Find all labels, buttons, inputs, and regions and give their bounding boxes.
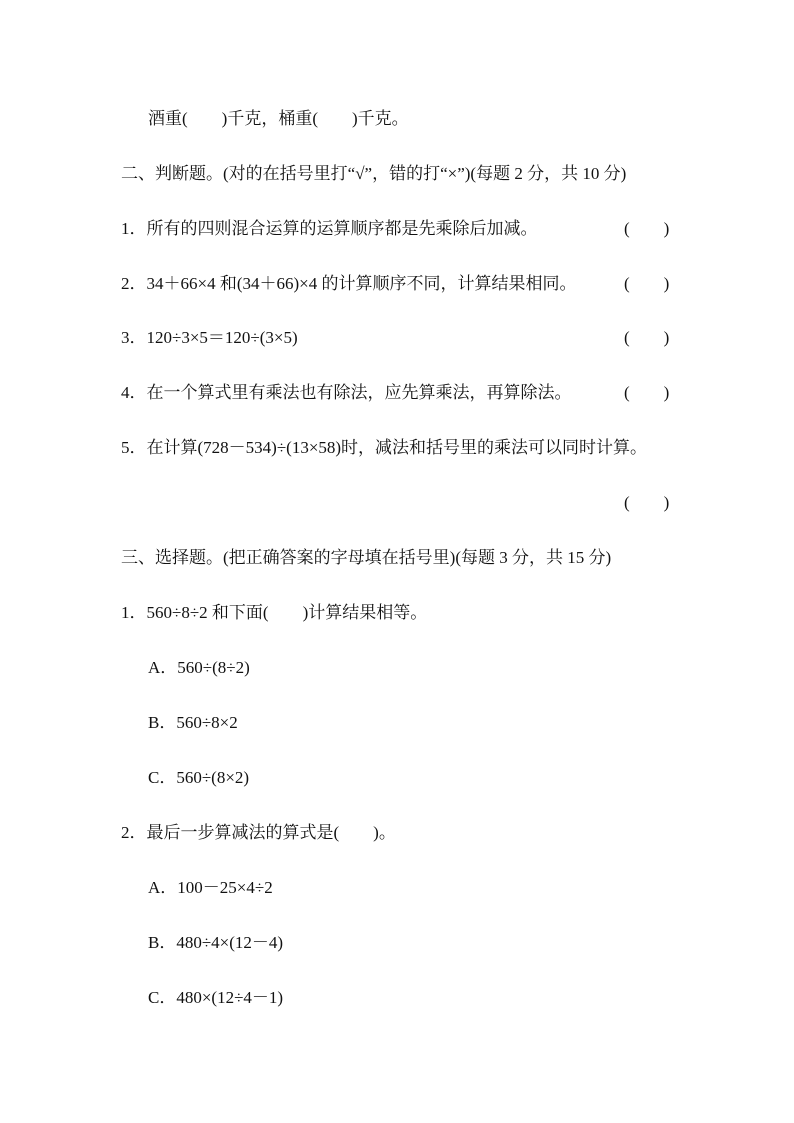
judge-item-5: 5．在计算(728－534)÷(13×58)时，减法和括号里的乘法可以同时计算。 [121,438,648,457]
judge-item-3: 3．120÷3×5＝120÷(3×5) [121,328,298,347]
choice-q1-option-a: A．560÷(8÷2) [148,658,250,677]
choice-q2-stem: 2．最后一步算减法的算式是( )。 [121,823,396,842]
answer-bracket-4: ( ) [624,383,670,402]
judge-item-2: 2．34＋66×4 和(34＋66)×4 的计算顺序不同，计算结果相同。 [121,274,577,293]
choice-q2-option-b: B．480÷4×(12－4) [148,933,284,952]
choice-q2-option-a: A．100－25×4÷2 [148,878,273,897]
answer-bracket-5: ( ) [624,493,670,512]
answer-bracket-3: ( ) [624,328,670,347]
top-line: 酒重( )千克，桶重( )千克。 [148,109,409,128]
answer-bracket-2: ( ) [624,274,670,293]
judge-item-1: 1．所有的四则混合运算的运算顺序都是先乘除后加减。 [121,219,538,238]
choice-q1-option-c: C．560÷(8×2) [148,768,250,787]
judge-item-4: 4．在一个算式里有乘法也有除法，应先算乘法，再算除法。 [121,383,572,402]
answer-bracket-1: ( ) [624,219,670,238]
choice-q2-option-c: C．480×(12÷4－1) [148,988,284,1007]
section2-heading: 二、判断题。(对的在括号里打“√”，错的打“×”)(每题 2 分，共 10 分) [121,164,627,183]
choice-q1-option-b: B．560÷8×2 [148,713,238,732]
choice-q1-stem: 1．560÷8÷2 和下面( )计算结果相等。 [121,603,428,622]
section3-heading: 三、选择题。(把正确答案的字母填在括号里)(每题 3 分，共 15 分) [121,548,612,567]
